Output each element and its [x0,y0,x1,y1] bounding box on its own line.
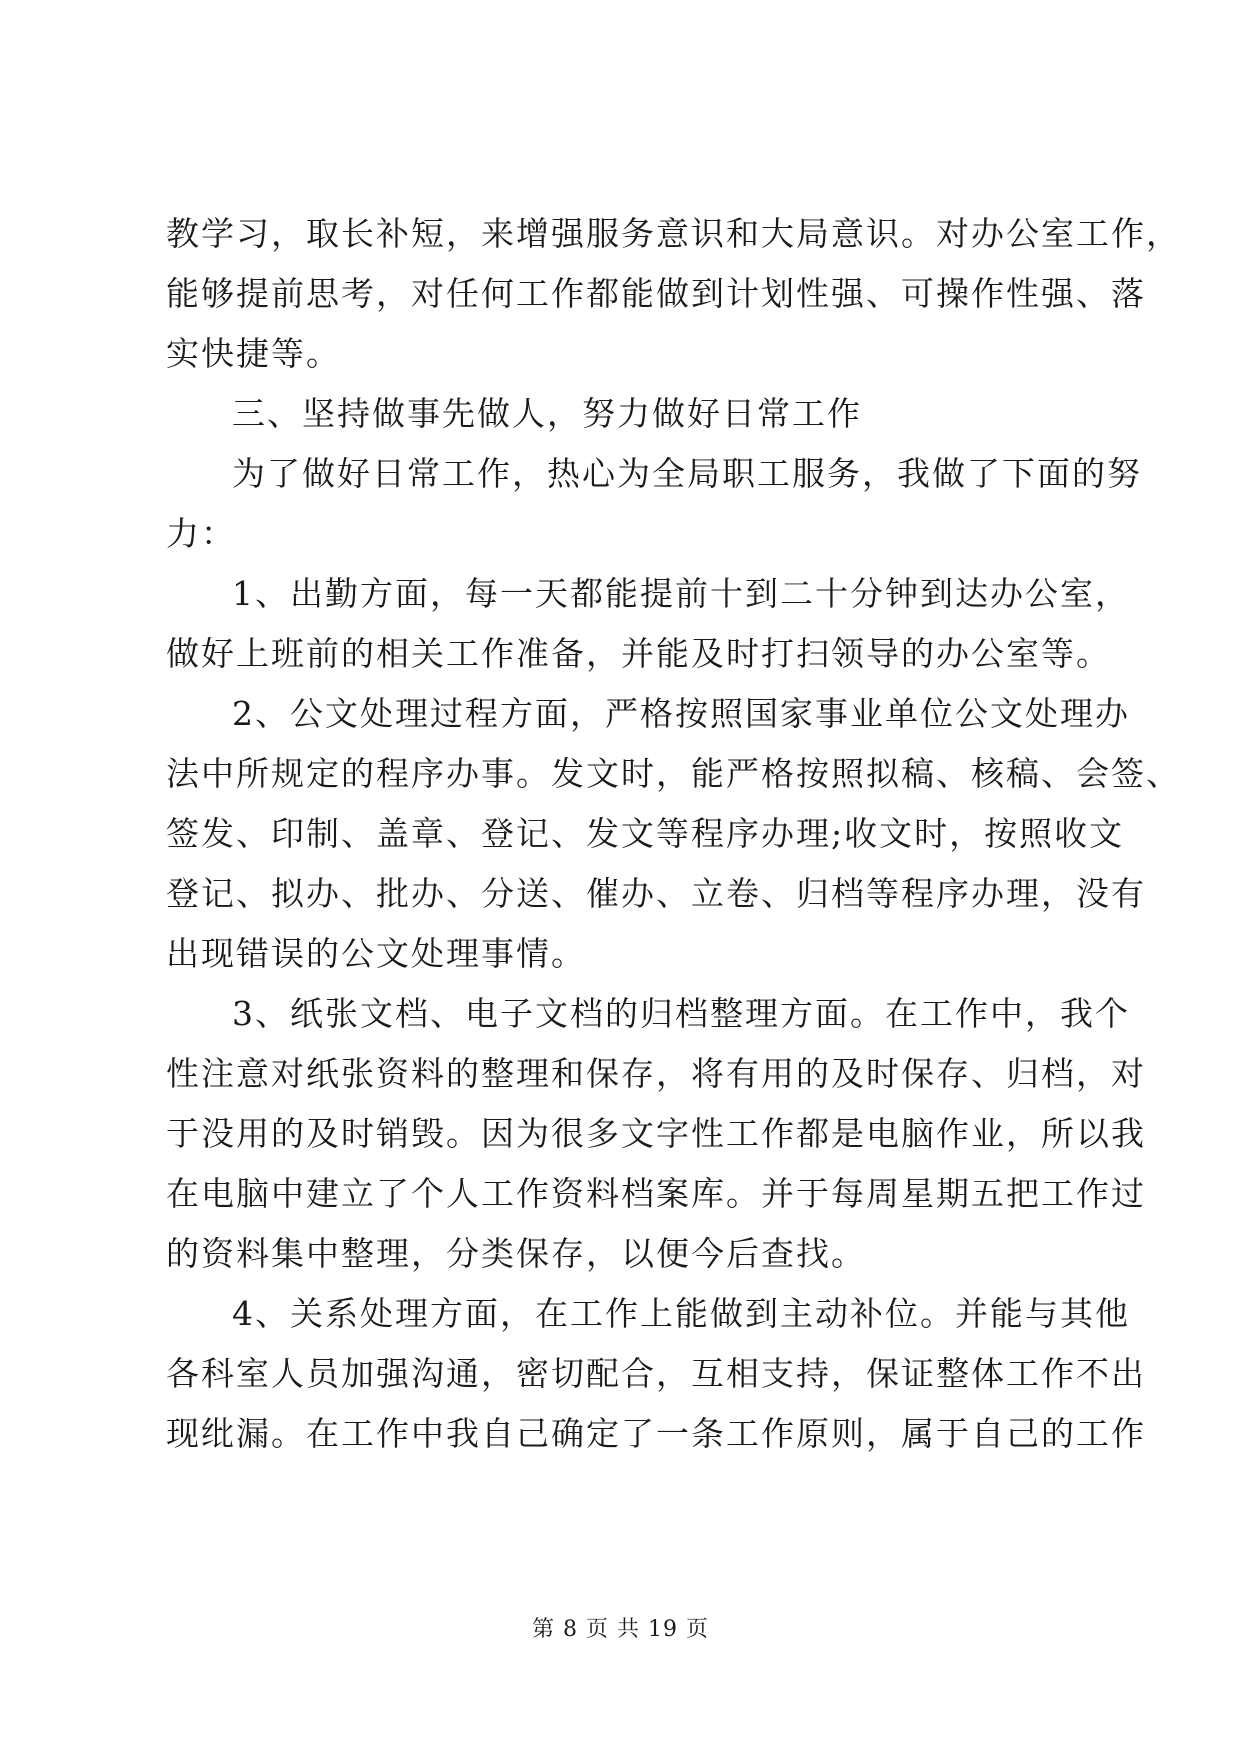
text-line: 现纰漏。在工作中我自己确定了一条工作原则，属于自己的工作 [166,1414,1146,1453]
text-line: 2、公文处理过程方面，严格按照国家事业单位公文处理办 [232,694,1130,733]
text-line: 教学习，取长补短，来增强服务意识和大局意识。对办公室工作， [166,214,1181,253]
text-line: 力： [166,514,236,553]
document-body [166,204,1181,1464]
text-line: 1、出勤方面，每一天都能提前十到二十分钟到达办公室， [232,574,1130,613]
section-heading: 三、坚持做事先做人，努力做好日常工作 [232,394,862,433]
text-line: 在电脑中建立了个人工作资料档案库。并于每周星期五把工作过 [166,1174,1146,1213]
text-line: 为了做好日常工作，热心为全局职工服务，我做了下面的努 [232,454,1142,493]
page-number: 第 8 页 共 19 页 [532,1617,709,1642]
text-line: 各科室人员加强沟通，密切配合，互相支持，保证整体工作不出 [166,1354,1146,1393]
text-line: 的资料集中整理，分类保存，以便今后查找。 [166,1234,866,1273]
text-line: 能够提前思考，对任何工作都能做到计划性强、可操作性强、落 [166,274,1146,313]
text-line: 3、纸张文档、电子文档的归档整理方面。在工作中，我个 [232,994,1130,1033]
text-line: 签发、印制、盖章、登记、发文等程序办理;收文时，按照收文 [166,814,1125,853]
text-line: 出现错误的公文处理事情。 [166,934,586,973]
text-line: 性注意对纸张资料的整理和保存，将有用的及时保存、归档，对 [166,1054,1146,1093]
text-line: 登记、拟办、批办、分送、催办、立卷、归档等程序办理，没有 [166,874,1146,913]
text-line: 于没用的及时销毁。因为很多文字性工作都是电脑作业，所以我 [166,1114,1146,1153]
text-line: 法中所规定的程序办事。发文时，能严格按照拟稿、核稿、会签、 [166,754,1181,793]
text-line: 做好上班前的相关工作准备，并能及时打扫领导的办公室等。 [166,634,1111,673]
text-line: 4、关系处理方面，在工作上能做到主动补位。并能与其他 [232,1294,1130,1333]
text-line: 实快捷等。 [166,334,341,373]
